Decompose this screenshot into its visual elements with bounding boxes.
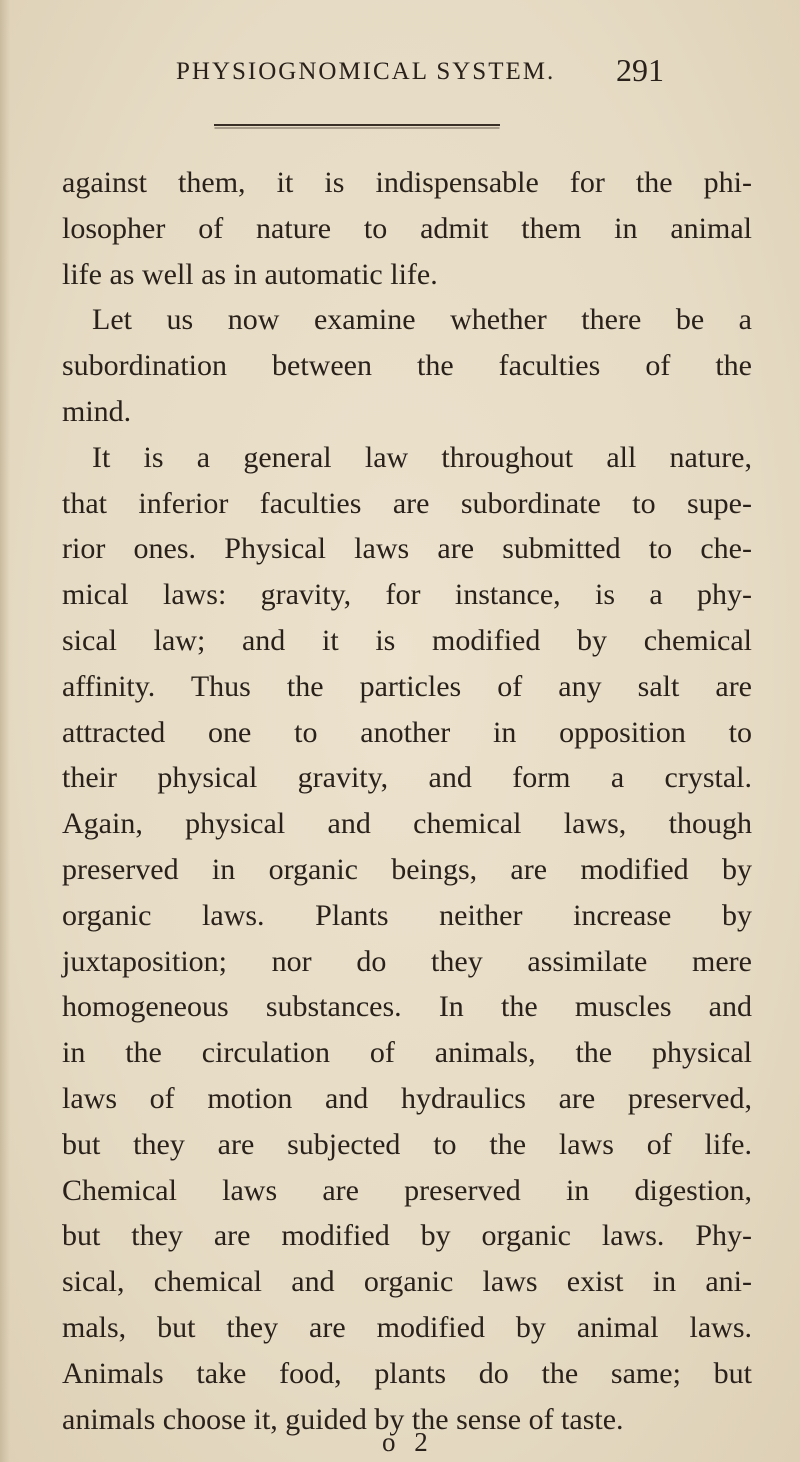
text-line-27: Animals take food, plants do the same; but [62, 1356, 752, 1390]
text-line-22: but they are subjected to the laws of life. [62, 1127, 752, 1161]
text-line-17: organic laws. Plants neither increase by [62, 898, 752, 932]
header-rule [214, 124, 500, 126]
text-line-20: in the circulation of animals, the physical [62, 1036, 752, 1070]
text-line-7: It is a general law throughout all nature, [92, 440, 752, 474]
text-line-10: mical laws: gravity, for instance, is a phy- [62, 578, 752, 612]
text-line-26: mals, but they are modified by animal laws. [62, 1310, 752, 1344]
text-line-23: Chemical laws are preserved in digestion, [62, 1173, 752, 1207]
text-line-28: animals choose it, guided by the sense of taste. [62, 1402, 624, 1436]
text-line-24: but they are modified by organic laws. Phy- [62, 1219, 752, 1253]
text-line-5: subordination between the faculties of the [62, 349, 752, 383]
text-line-13: attracted one to another in opposition to [62, 715, 752, 749]
text-line-1: against them, it is indispensable for the phi- [62, 166, 752, 199]
text-line-12: affinity. Thus the particles of any salt are [62, 669, 752, 703]
text-line-25: sical, chemical and organic laws exist in ani- [62, 1265, 752, 1299]
body-text [62, 160, 752, 1442]
running-head: PHYSIOGNOMICAL SYSTEM. [176, 58, 556, 85]
page-number: 291 [616, 52, 664, 88]
text-line-8: that inferior faculties are subordinate to supe- [62, 486, 752, 520]
text-line-14: their physical gravity, and form a crystal. [62, 761, 752, 795]
text-line-21: laws of motion and hydraulics are preserved, [62, 1081, 752, 1115]
signature-mark: o 2 [382, 1427, 434, 1457]
text-line-4: Let us now examine whether there be a [92, 303, 752, 337]
text-line-16: preserved in organic beings, are modified by [62, 852, 752, 886]
text-line-15: Again, physical and chemical laws, though [62, 807, 752, 841]
text-line-2: losopher of nature to admit them in animal [62, 211, 752, 245]
text-line-6: mind. [62, 394, 132, 428]
text-line-18: juxtaposition; nor do they assimilate mere [62, 944, 752, 978]
text-line-11: sical law; and it is modified by chemical [62, 623, 752, 657]
text-line-9: rior ones. Physical laws are submitted to che- [62, 532, 752, 566]
text-line-3: life as well as in automatic life. [62, 257, 438, 291]
text-line-19: homogeneous substances. In the muscles and [62, 990, 752, 1024]
page-edge-shadow [0, 0, 10, 1462]
